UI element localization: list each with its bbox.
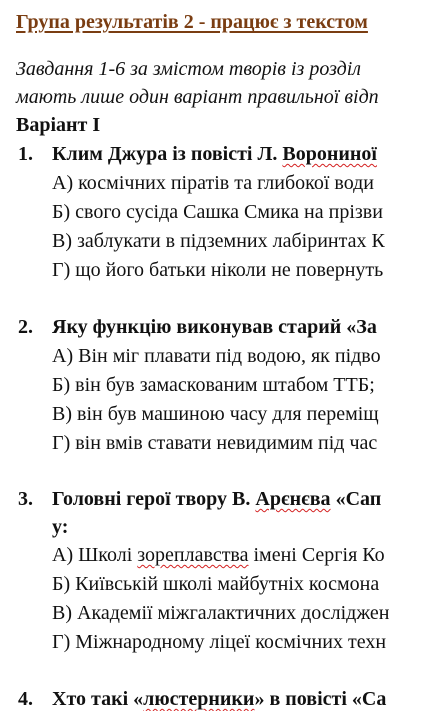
question-2-option-d: Г) він вмів ставати невидимим під час — [52, 432, 378, 454]
question-3-option-c: В) Академії міжгалактичних досліджен — [52, 602, 390, 624]
question-3-option-d: Г) Міжнародному ліцеї космічних техн — [52, 631, 387, 653]
question-1-author-name: Ворониної — [282, 143, 377, 165]
question-2-option-a: А) Він міг плавати під водою, як підво — [52, 345, 381, 367]
question-1 — [18, 142, 377, 166]
question-2-option-b: Б) він був замаскованим штабом ТТБ; — [52, 374, 375, 396]
instructions-line-1: Завдання 1-6 за змістом творів із розділ — [16, 58, 361, 80]
question-1-option-d: Г) що його батьки ніколи не повернуть — [52, 259, 384, 281]
question-3-text: Головні герої твору В. — [52, 488, 256, 510]
section-heading: Група результатів 2 - працює з текстом — [16, 11, 368, 33]
question-3-option-a-spell: зореплавства — [137, 544, 249, 566]
question-4-text-end: » в повісті «Са — [254, 688, 387, 710]
question-3-option-a-start: А) Школі — [52, 544, 138, 566]
question-4-number: 4. — [18, 688, 33, 710]
question-1-option-c: В) заблукати в підземних лабіринтах К — [52, 230, 385, 252]
question-1-number: 1. — [18, 143, 33, 165]
question-1-text: Клим Джура із повісті Л. — [52, 143, 283, 165]
question-1-option-b: Б) свого сусіда Сашка Смика на прізви — [52, 201, 383, 223]
instructions-line-2: мають лише один варіант правильної відп — [16, 86, 379, 108]
question-3-text-end: «Сап — [330, 488, 382, 510]
question-3-option-a-end: імені Сергія Ко — [248, 544, 385, 566]
question-3 — [18, 487, 381, 511]
question-3-option-a — [52, 543, 385, 567]
question-4-text: Хто такі « — [52, 688, 144, 710]
question-3-number: 3. — [18, 488, 33, 510]
question-3-author-name: Арєнєва — [255, 488, 331, 510]
question-1-option-a: А) космічних піратів та глибокої води — [52, 172, 374, 194]
question-3-continuation: у: — [52, 516, 69, 538]
question-3-option-b: Б) Київській школі майбутніх космона — [52, 573, 380, 595]
question-4 — [18, 687, 386, 711]
question-2 — [18, 315, 377, 339]
question-2-number: 2. — [18, 316, 33, 338]
question-2-text: Яку функцію виконував старий «За — [52, 316, 377, 338]
question-4-term: люстерники — [143, 688, 255, 710]
variant-title: Варіант І — [16, 114, 101, 136]
question-2-option-c: В) він був машиною часу для переміщ — [52, 403, 379, 425]
